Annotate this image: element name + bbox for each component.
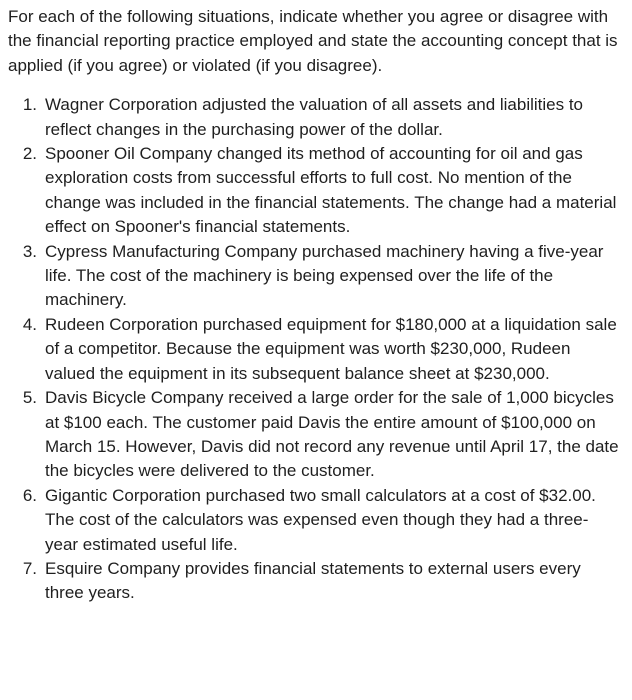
list-item — [8, 313, 624, 386]
situations-list — [8, 93, 624, 606]
item-number: 1. — [22, 95, 37, 115]
list-item — [8, 557, 624, 606]
list-item — [8, 386, 624, 484]
list-item — [8, 93, 624, 142]
item-text: Esquire Company provides financial statements to external users every three years. — [45, 558, 581, 603]
item-text: Cypress Manufacturing Company purchased machinery having a five-year life. The cost of the machinery is being expensed over the life of the machinery. — [45, 241, 604, 310]
item-number: 5. — [22, 388, 37, 408]
item-text: Gigantic Corporation purchased two small calculators at a cost of $32.00. The cost of the calculators was expensed even though they had a three-year estimated useful life. — [45, 485, 596, 554]
item-number: 6. — [22, 485, 37, 505]
item-number: 2. — [22, 144, 37, 164]
intro-paragraph: For each of the following situations, indicate whether you agree or disagree with the financial reporting practice employed and state the accounting concept that is applied (if you agree) or violated (if you disagree). — [8, 7, 618, 75]
item-text: Davis Bicycle Company received a large order for the sale of 1,000 bicycles at $100 each. The customer paid Davis the entire amount of $100,000 on March 15. However, Davis did not record any revenue until April 17, the date the bicycles were delivered to the customer. — [45, 388, 619, 481]
item-text: Rudeen Corporation purchased equipment for $180,000 at a liquidation sale of a competitor. Because the equipment was worth $230,000, Rudeen valued the equipment in its subsequent balance sheet at $230,000. — [45, 314, 617, 383]
item-number: 4. — [22, 314, 37, 334]
item-text: Wagner Corporation adjusted the valuation of all assets and liabilities to reflect changes in the purchasing power of the dollar. — [45, 95, 584, 139]
list-item — [8, 240, 624, 313]
item-text: Spooner Oil Company changed its method of accounting for oil and gas exploration costs from successful efforts to full cost. No mention of the change was included in the financial statements. The change had a material effect on Spooner's financial statements. — [45, 144, 617, 237]
list-item — [8, 142, 624, 240]
item-number: 7. — [22, 558, 37, 578]
item-number: 3. — [22, 241, 37, 261]
list-item — [8, 484, 624, 557]
